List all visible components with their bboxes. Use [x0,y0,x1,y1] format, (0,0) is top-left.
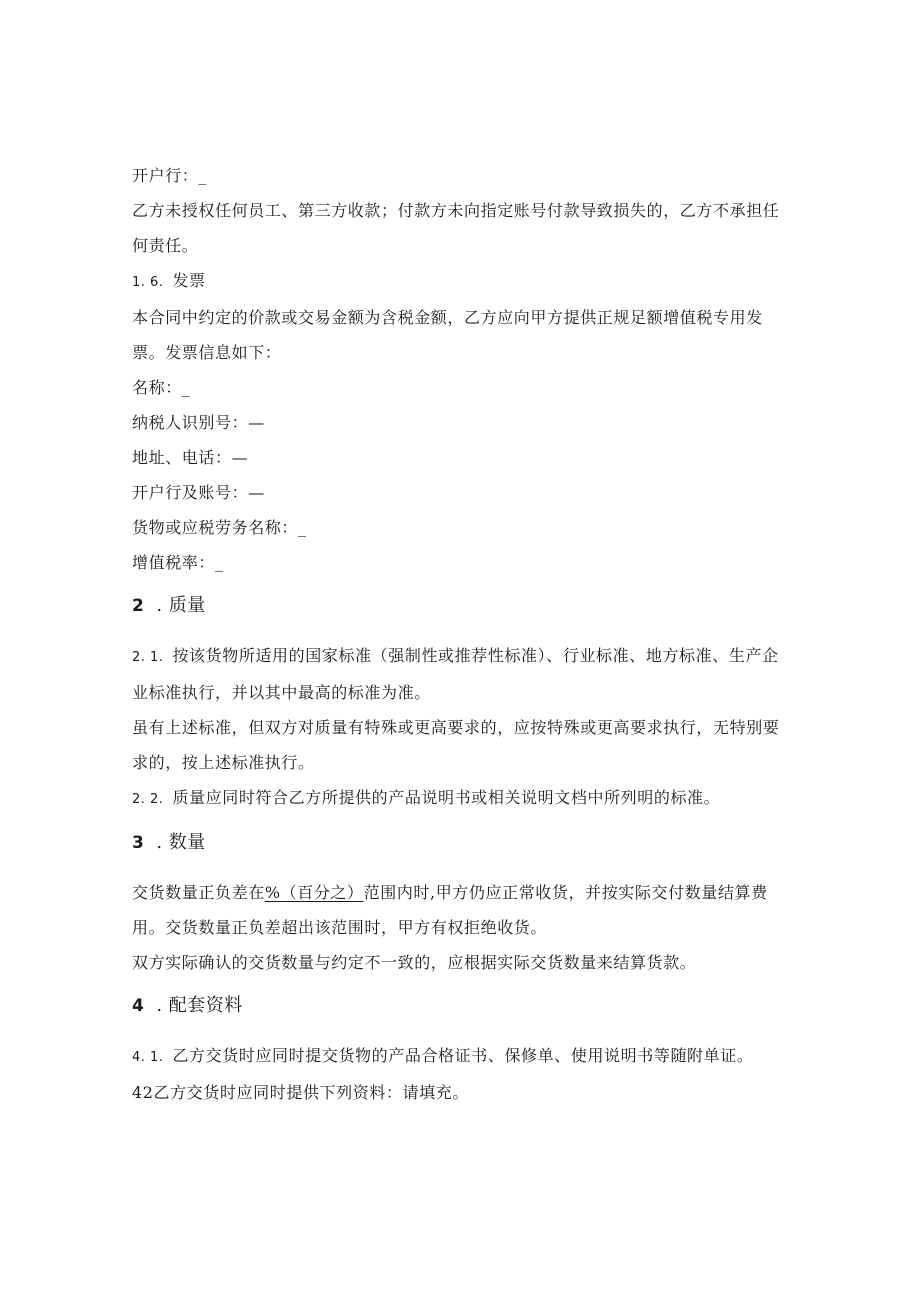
invoice-bank-account-field: 开户行及账号：— [132,483,265,502]
clause-text: 按该货物所适用的国家标准（强制性或推荐性标准）、行业标准、地方标准、生产企业标准执行，并以其中最高的标准为准。 [132,646,779,702]
section-title: . 配套资料 [156,995,243,1016]
bank-line: 开户行：_ [132,166,208,185]
clause-number: 2. 2. [132,792,164,807]
section-number: 3 [132,833,145,853]
quantity-settlement-clause: 双方实际确认的交货数量与约定不一致的，应根据实际交货数量来结算货款。 [132,953,697,972]
clause-number: 4. 1. [132,1050,164,1065]
clause-title: 发票 [172,271,206,290]
clause-text-post: 范围内时,甲方仍应正常收货，并按实际交付数量结算费用。交货数量正负差超出该范围时，甲方有权拒绝收货。 [132,883,768,937]
invoice-address-phone-field: 地址、电话：— [132,448,249,467]
clause-number: 2. 1. [132,650,164,665]
invoice-goods-name-field: 货物或应税劳务名称：_ [132,518,307,537]
invoice-vat-rate-field: 增值税率：_ [132,553,224,572]
clause-text: 质量应同时符合乙方所提供的产品说明书或相关说明文档中所列明的标准。 [172,788,721,807]
clause-4-2: 42乙方交货时应同时提供下列资料：请填充。 [132,1083,469,1102]
section-number: 2 [132,596,145,616]
invoice-intro: 本合同中约定的价款或交易金额为含税金额，乙方应向甲方提供正规足额增值税专用发票。发票信息如下： [132,308,763,362]
section-4-heading [132,988,792,1024]
invoice-name-field: 名称：_ [132,378,191,397]
document-body [132,158,792,1110]
section-3-heading [132,825,792,861]
clause-1-6-heading [132,263,792,300]
no-authorization-clause: 乙方未授权任何员工、第三方收款；付款方未向指定账号付款导致损失的，乙方不承担任何责任。 [132,201,780,255]
clause-text-pre: 交货数量正负差在 [132,883,265,902]
section-2-heading [132,588,792,624]
tolerance-blank: %（百分之） [264,883,364,902]
clause-4-1 [132,1038,792,1075]
invoice-tax-id-field: 纳税人识别号：— [132,413,265,432]
clause-2-2 [132,780,792,817]
section-title: . 质量 [156,595,206,616]
clause-number: 1. 6. [132,275,164,290]
clause-2-1 [132,638,792,710]
quantity-tolerance-clause [132,875,792,945]
section-title: . 数量 [156,832,206,853]
clause-2-1-supplement: 虽有上述标准，但双方对质量有特殊或更高要求的，应按特殊或更高要求执行，无特别要求的，按上述标准执行。 [132,718,780,772]
section-number: 4 [132,996,145,1016]
clause-text: 乙方交货时应同时提交货物的产品合格证书、保修单、使用说明书等随附单证。 [172,1046,754,1065]
